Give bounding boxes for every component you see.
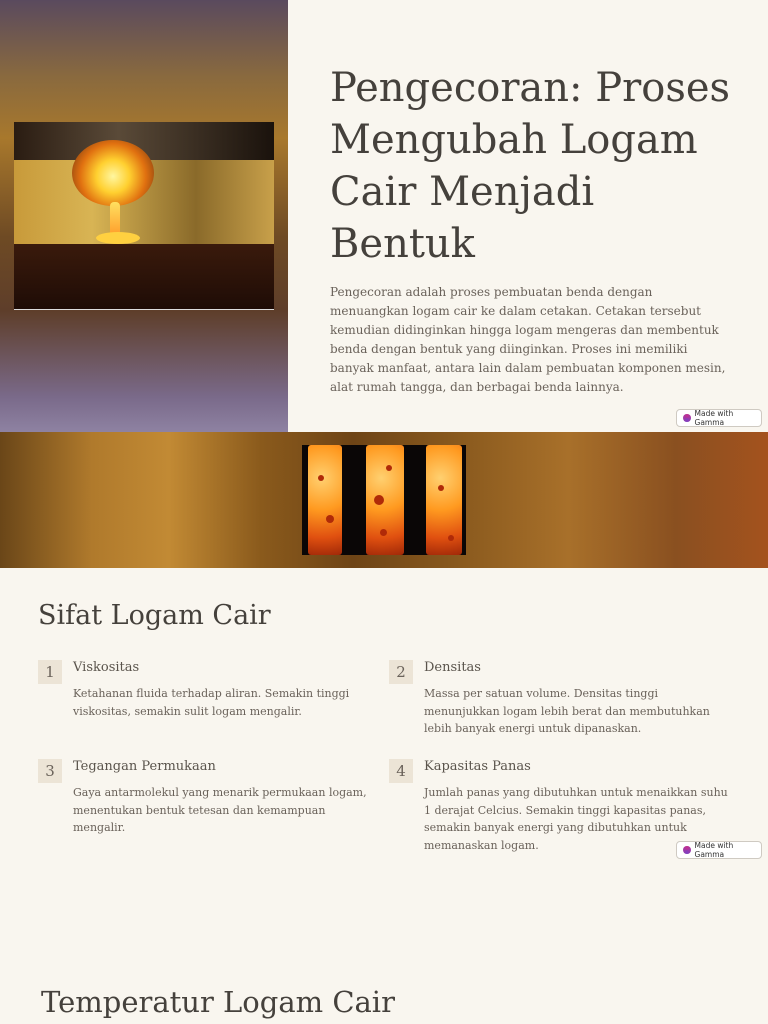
property-title: Kapasitas Panas	[424, 759, 531, 774]
property-text: Gaya antarmolekul yang menarik permukaan logam, menentukan bentuk tetesan dan kemampuan mengalir.	[73, 786, 367, 834]
made-with-gamma-badge[interactable]	[676, 409, 762, 427]
property-number: 3	[38, 759, 62, 783]
section-title-properties: Sifat Logam Cair	[38, 600, 271, 631]
badge-label: Made with Gamma	[694, 841, 734, 859]
property-number: 4	[389, 759, 413, 783]
slide-image-band	[0, 432, 768, 568]
molten-metal-pouring-photo	[14, 122, 274, 310]
slide-intro	[0, 0, 768, 432]
gamma-logo-icon	[683, 414, 691, 422]
intro-paragraph: Pengecoran adalah proses pembuatan benda dengan menuangkan logam cair ke dalam cetakan. Cetakan tersebut kemudian didinginkan hingga logam mengeras dan membentuk benda dengan bentuk yang diinginkan. Proses ini memiliki banyak manfaat, antara lain dalam pembuatan komponen mesin, alat rumah tangga, dan berbagai benda lainnya.	[330, 285, 726, 394]
property-text: Jumlah panas yang dibutuhkan untuk menaikkan suhu 1 derajat Celcius. Semakin tinggi kapasitas panas, semakin banyak energi yang dibutuhkan untuk memanaskan logam.	[424, 786, 728, 852]
hero-background	[0, 0, 288, 432]
gamma-logo-icon	[683, 846, 691, 854]
badge-label: Made with Gamma	[694, 409, 734, 427]
property-text: Massa per satuan volume. Densitas tinggi menunjukkan logam lebih berat dan membutuhkan lebih banyak energi untuk dipanaskan.	[424, 687, 710, 735]
property-text: Ketahanan fluida terhadap aliran. Semakin tinggi viskositas, semakin sulit logam mengalir.	[73, 687, 350, 718]
page-title: Pengecoran: Proses Mengubah Logam Cair Menjadi Bentuk	[330, 65, 731, 267]
glowing-steel-bars-photo	[302, 445, 466, 555]
made-with-gamma-badge[interactable]	[676, 841, 762, 859]
property-number: 2	[389, 660, 413, 684]
property-number: 1	[38, 660, 62, 684]
property-title: Tegangan Permukaan	[73, 759, 216, 774]
property-title: Viskositas	[73, 660, 140, 675]
property-title: Densitas	[424, 660, 481, 675]
section-title-temperature: Temperatur Logam Cair	[41, 985, 395, 1019]
